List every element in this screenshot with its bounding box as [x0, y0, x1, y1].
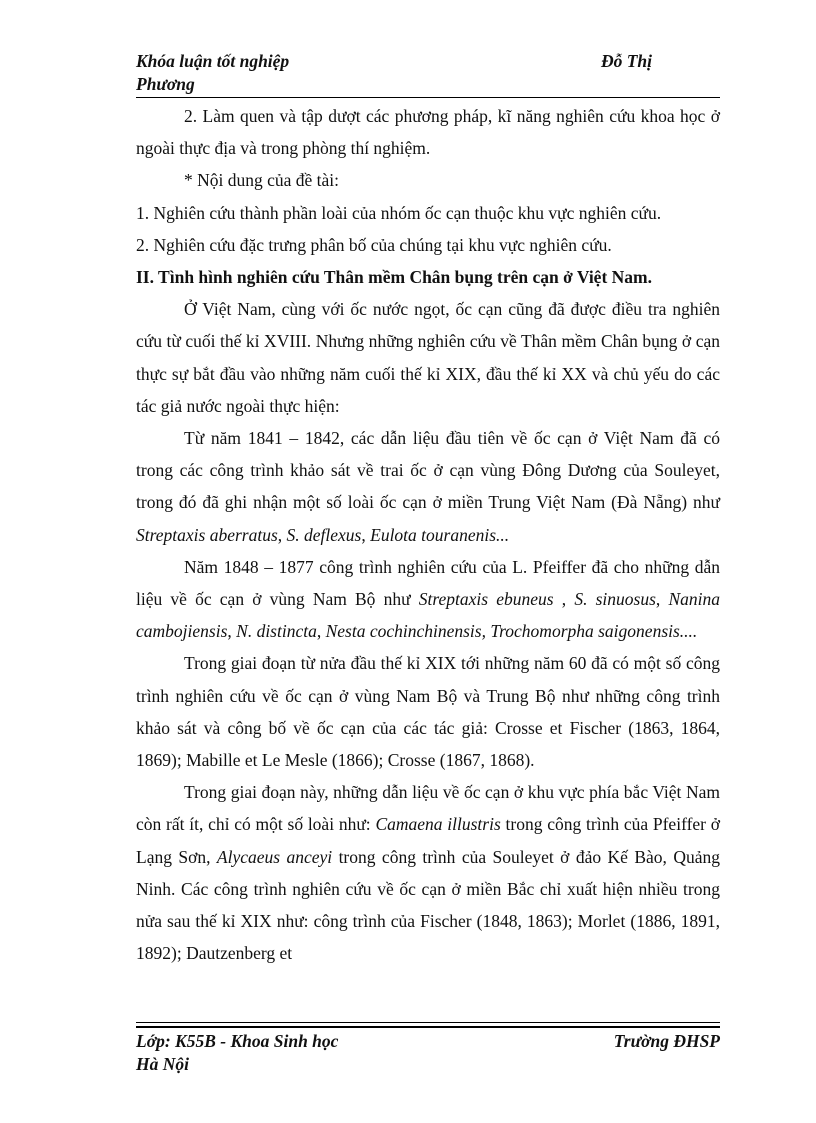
header-author-name-cont: Phương [136, 74, 195, 94]
page-header [136, 50, 720, 96]
separator: , [655, 589, 669, 610]
separator: , [316, 621, 326, 642]
paragraph-text: Trong giai đoạn này, những dẫn liệu về ốc cạn ở khu vực phía bắc Việt Nam còn rất ít, chỉ có một số loài như: [136, 782, 720, 835]
species-name: Nesta cochinchinensis, Trochomorpha saigonensis.... [325, 621, 698, 642]
document-body [136, 100, 720, 969]
paragraph-text: Năm 1848 – 1877 công trình nghiên cứu của L. Pfeiffer đã cho những dẫn liệu về ốc cạn ở vùng Nam Bộ như [136, 556, 720, 610]
species-name: Nanina cambojiensis [136, 589, 721, 642]
paragraph-text: trong công trình của Souleyet ở đảo Kế Bào, Quảng Ninh. Các công trình nghiên cứu về ốc cạn ở miền Bắc chỉ xuất hiện nhiều trong nửa sau thế kỉ XIX như: công trình của Fischer (1848, 1863); Morlet (1886, 1891, 1892); Dautzenberg et [136, 846, 720, 964]
species-name: S. deflexus [286, 524, 362, 545]
separator: , [227, 621, 237, 642]
paragraph-text: trong công trình của Pfeiffer ở Lạng Sơn, [136, 814, 721, 867]
species-name: Eulota touranenis... [370, 524, 510, 545]
header-rule [136, 97, 720, 98]
paragraph-content-label: * Nội dung của đề tài: [184, 170, 340, 191]
species-name: Streptaxis ebuneus [418, 589, 554, 610]
paragraph-northern-data [136, 776, 720, 969]
footer-rule-thin [136, 1022, 720, 1023]
page-footer [136, 1030, 720, 1076]
species-name: Camaena illustris [375, 814, 501, 835]
section-heading: II. Tình hình nghiên cứu Thân mềm Chân bụng trên cạn ở Việt Nam. [136, 267, 652, 288]
paragraph-pfeiffer [136, 551, 720, 648]
header-thesis-label: Khóa luận tốt nghiệp [136, 51, 290, 71]
species-name: Alycaeus anceyi [216, 846, 333, 867]
paragraph-souleyet [136, 422, 720, 551]
footer-class-label: Lớp: K55B - Khoa Sinh học [136, 1031, 339, 1051]
separator: , [361, 524, 371, 545]
paragraph-intro: Ở Việt Nam, cùng với ốc nước ngọt, ốc cạn cũng đã được điều tra nghiên cứu từ cuối thế kỉ XVIII. Nhưng những nghiên cứu về Thân mềm Chân bụng ở cạn thực sự bắt đầu vào những năm cuối thế kỉ XIX, đầu thế kỉ XX và chủ yếu do các tác giả nước ngoài thực hiện: [136, 299, 720, 416]
separator: , [553, 589, 575, 610]
paragraph-content-1: 1. Nghiên cứu thành phần loài của nhóm ốc cạn thuộc khu vực nghiên cứu. [136, 202, 662, 223]
footer-rule-thick [136, 1026, 720, 1028]
paragraph-content-2: 2. Nghiên cứu đặc trưng phân bố của chúng tại khu vực nghiên cứu. [136, 234, 612, 255]
header-author-name: Đỗ Thị [600, 51, 652, 71]
separator: , [277, 524, 287, 545]
paragraph-text: Từ năm 1841 – 1842, các dẫn liệu đầu tiên về ốc cạn ở Việt Nam đã có trong các công trình khảo sát về trai ốc ở cạn vùng Đông Dương của Souleyet, trong đó đã ghi nhận một số loài ốc cạn ở miền Trung Việt Nam (Đà Nẵng) như [136, 428, 720, 513]
species-name: S. sinuosus [574, 589, 656, 610]
species-name: Streptaxis aberratus [136, 524, 278, 545]
paragraph-early-period: Trong giai đoạn từ nửa đầu thế kỉ XIX tới những năm 60 đã có một số công trình nghiên cứu về ốc cạn ở vùng Nam Bộ và Trung Bộ như những công trình khảo sát và công bố về ốc cạn của các tác giả: Crosse et Fischer (1863, 1864, 1869); Mabille et Le Mesle (1866); Crosse (1867, 1868). [136, 653, 720, 771]
footer-city: Hà Nội [136, 1054, 189, 1074]
species-name: N. distincta [236, 621, 317, 642]
paragraph-objective-2: 2. Làm quen và tập dượt các phương pháp, kĩ năng nghiên cứu khoa học ở ngoài thực địa và trong phòng thí nghiệm. [136, 106, 720, 159]
footer-school-name: Trường ĐHSP [613, 1031, 720, 1051]
